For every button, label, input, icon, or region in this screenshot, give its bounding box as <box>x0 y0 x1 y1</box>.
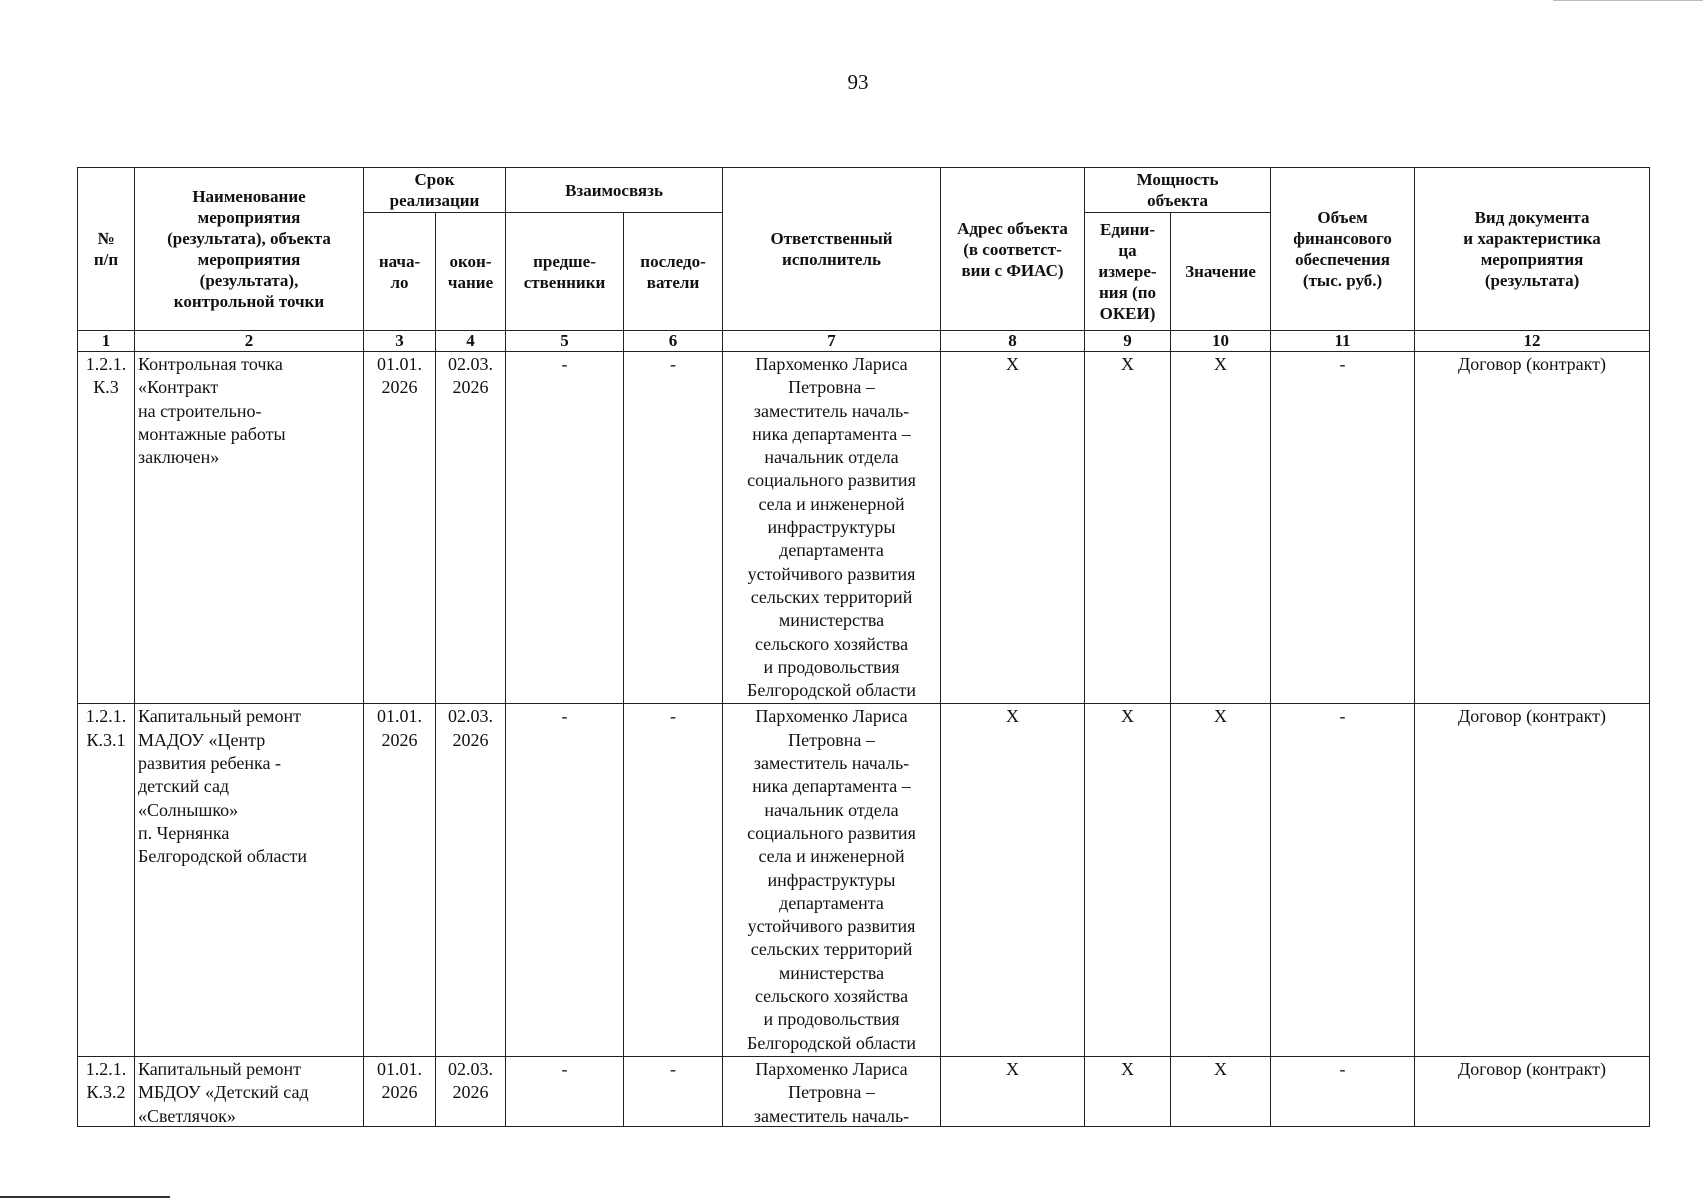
table-row <box>78 352 1650 704</box>
row-doc: Договор (контракт) <box>1415 1056 1650 1126</box>
header-link-prev: предше- ственники <box>506 213 624 331</box>
row-num: 1.2.1. К.3.2 <box>85 1058 127 1103</box>
header-link-next: последо- ватели <box>624 213 723 331</box>
row-executor: Пархоменко Лариса Петровна – заместитель началь- <box>753 1058 910 1126</box>
row-end-cell <box>436 1056 506 1126</box>
row-prev: - <box>506 352 624 704</box>
row-end: 02.03. 2026 <box>436 704 506 1056</box>
column-number: 9 <box>1085 331 1171 352</box>
row-next: - <box>624 704 723 1056</box>
row-start: 01.01. 2026 <box>364 352 436 704</box>
header-finance: Объем финансового обеспечения (тыс. руб.) <box>1271 168 1415 331</box>
header-term: Срок реализации <box>364 168 506 213</box>
row-name: Капитальный ремонт МАДОУ «Центр развития ребенка - детский сад «Солнышко» п. Чернянка Белгородской области <box>135 704 364 1056</box>
row-start: 01.01. 2026 <box>364 704 436 1056</box>
column-number: 2 <box>135 331 364 352</box>
column-number: 11 <box>1271 331 1415 352</box>
row-end: 02.03. 2026 <box>448 1058 493 1103</box>
row-value: Х <box>1171 352 1271 704</box>
column-number: 3 <box>364 331 436 352</box>
column-number: 10 <box>1171 331 1271 352</box>
table-row <box>78 704 1650 1056</box>
header-link: Взаимосвязь <box>506 168 723 213</box>
row-num: 1.2.1. К.3 <box>78 352 135 704</box>
row-prev: - <box>506 1056 624 1126</box>
header-name: Наименование мероприятия (результата), объекта мероприятия (результата), контрольной точки <box>135 168 364 331</box>
row-value: Х <box>1171 704 1271 1056</box>
column-number: 12 <box>1415 331 1650 352</box>
column-number: 1 <box>78 331 135 352</box>
row-start: 01.01. 2026 <box>377 1058 422 1103</box>
row-name: Контрольная точка «Контракт на строительно- монтажные работы заключен» <box>135 352 364 704</box>
row-value: Х <box>1171 1056 1271 1126</box>
page-number: 93 <box>847 70 869 94</box>
row-next: - <box>624 1056 723 1126</box>
header-address: Адрес объекта (в соответст- вии с ФИАС) <box>941 168 1085 331</box>
header-num: № п/п <box>78 168 135 331</box>
column-number: 7 <box>723 331 941 352</box>
column-number: 4 <box>436 331 506 352</box>
table-row <box>78 1056 1650 1126</box>
row-finance: - <box>1271 352 1415 704</box>
header-term-start: нача- ло <box>364 213 436 331</box>
header-capacity-value: Значение <box>1171 213 1271 331</box>
row-executor: Пархоменко Лариса Петровна – заместитель началь- ника департамента – начальник отдела социального развития села и инженерной инфраструктуры департамента устойчивого развития сельских территорий министерства сельского хозяйства и продовольствия Белгородской области <box>723 352 941 704</box>
row-next: - <box>624 352 723 704</box>
row-doc: Договор (контракт) <box>1415 704 1650 1056</box>
header-executor: Ответственный исполнитель <box>723 168 941 331</box>
row-start-cell <box>364 1056 436 1126</box>
row-end: 02.03. 2026 <box>436 352 506 704</box>
row-finance: - <box>1271 1056 1415 1126</box>
header-doc-type: Вид документа и характеристика мероприятия (результата) <box>1415 168 1650 331</box>
scan-edge-mark <box>1553 0 1703 1</box>
row-doc: Договор (контракт) <box>1415 352 1650 704</box>
activities-table <box>77 167 1650 1127</box>
header-capacity: Мощность объекта <box>1085 168 1271 213</box>
row-executor-cell <box>723 1056 941 1126</box>
row-address: Х <box>941 352 1085 704</box>
row-name-cell <box>135 1056 364 1126</box>
row-name: Капитальный ремонт МБДОУ «Детский сад «Светлячок» <box>138 1058 309 1126</box>
header-capacity-unit: Едини- ца измере- ния (по ОКЕИ) <box>1085 213 1171 331</box>
column-number: 5 <box>506 331 624 352</box>
row-address: Х <box>941 704 1085 1056</box>
row-unit: Х <box>1085 704 1171 1056</box>
row-executor: Пархоменко Лариса Петровна – заместитель началь- ника департамента – начальник отдела социального развития села и инженерной инфраструктуры департамента устойчивого развития сельских территорий министерства сельского хозяйства и продовольствия Белгородской области <box>723 704 941 1056</box>
row-prev: - <box>506 704 624 1056</box>
row-unit: Х <box>1085 1056 1171 1126</box>
row-num: 1.2.1. К.3.1 <box>78 704 135 1056</box>
row-num-cell <box>78 1056 135 1126</box>
row-unit: Х <box>1085 352 1171 704</box>
column-number: 6 <box>624 331 723 352</box>
column-number: 8 <box>941 331 1085 352</box>
row-finance: - <box>1271 704 1415 1056</box>
row-address: Х <box>941 1056 1085 1126</box>
scan-artifact-line <box>0 1196 170 1198</box>
header-term-end: окон- чание <box>436 213 506 331</box>
